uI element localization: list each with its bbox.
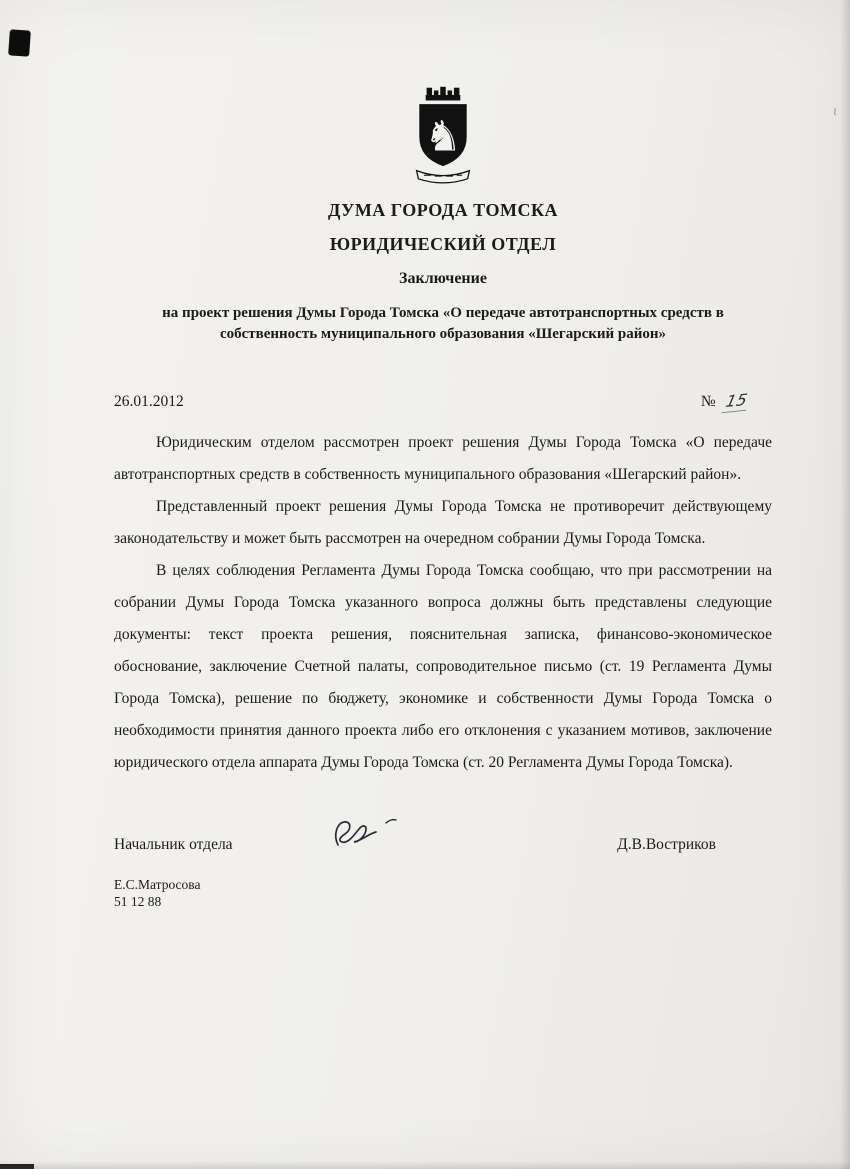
executor-phone: 51 12 88: [114, 894, 162, 909]
executor-block: [114, 876, 772, 910]
handwritten-signature: [328, 815, 402, 860]
scan-edge-shadow-bottom: [0, 1161, 850, 1169]
executor-name: Е.С.Матросова: [114, 877, 201, 892]
document-type-title: Заключение: [399, 270, 487, 287]
signer-name: Д.В.Востриков: [617, 836, 716, 853]
horse-glyph: ♞: [424, 111, 462, 161]
org-name-line2: ЮРИДИЧЕСКИЙ ОТДЕЛ: [329, 234, 557, 254]
signature-row: [114, 809, 772, 854]
document-number: [701, 391, 748, 412]
scan-artifact-right-mark: ι: [832, 103, 840, 119]
document-subject: на проект решения Думы Города Томска «О передаче автотранспортных средств в собственность муниципального образования «Шегарский район»: [162, 305, 724, 342]
signer-position: Начальник отдела: [114, 836, 233, 853]
scan-artifact-top-left: [8, 29, 31, 56]
body-paragraph: В целях соблюдения Регламента Думы Города Томска сообщаю, что при рассмотрении на собрании Думы Города Томска указанного вопроса должны быть представлены следующие документы: текст проекта решения, пояснительная записка, финансово-экономическое обоснование, заключение Счетной палаты, сопроводительное письмо (ст. 19 Регламента Думы Города Томска), решение по бюджету, экономике и собственности Думы Города Томска о необходимости принятия данного проекта либо его отклонения с указанием мотивов, заключение юридического отдела аппарата Думы Города Томска (ст. 20 Регламента Думы Города Томска).: [114, 562, 772, 771]
number-label: №: [700, 393, 716, 410]
body-paragraph: Юридическим отделом рассмотрен проект решения Думы Города Томска «О передаче автотранспортных средств в собственность муниципального образования «Шегарский район».: [114, 434, 772, 483]
signature-stroke-icon: [328, 815, 402, 855]
document-body: [114, 427, 772, 779]
body-paragraph: Представленный проект решения Думы Города Томска не противоречит действующему законодательству и может быть рассмотрен на очередном собрании Думы Города Томска.: [114, 498, 772, 547]
tomsk-coat-of-arms-icon: [402, 84, 484, 188]
number-handwritten-value: 15: [721, 390, 751, 413]
scan-edge-shadow-right: [840, 0, 850, 1169]
meta-row: [114, 391, 772, 412]
coat-of-arms-block: [114, 84, 772, 188]
document-date: 26.01.2012: [114, 393, 184, 410]
org-name-line1: ДУМА ГОРОДА ТОМСКА: [328, 200, 558, 220]
